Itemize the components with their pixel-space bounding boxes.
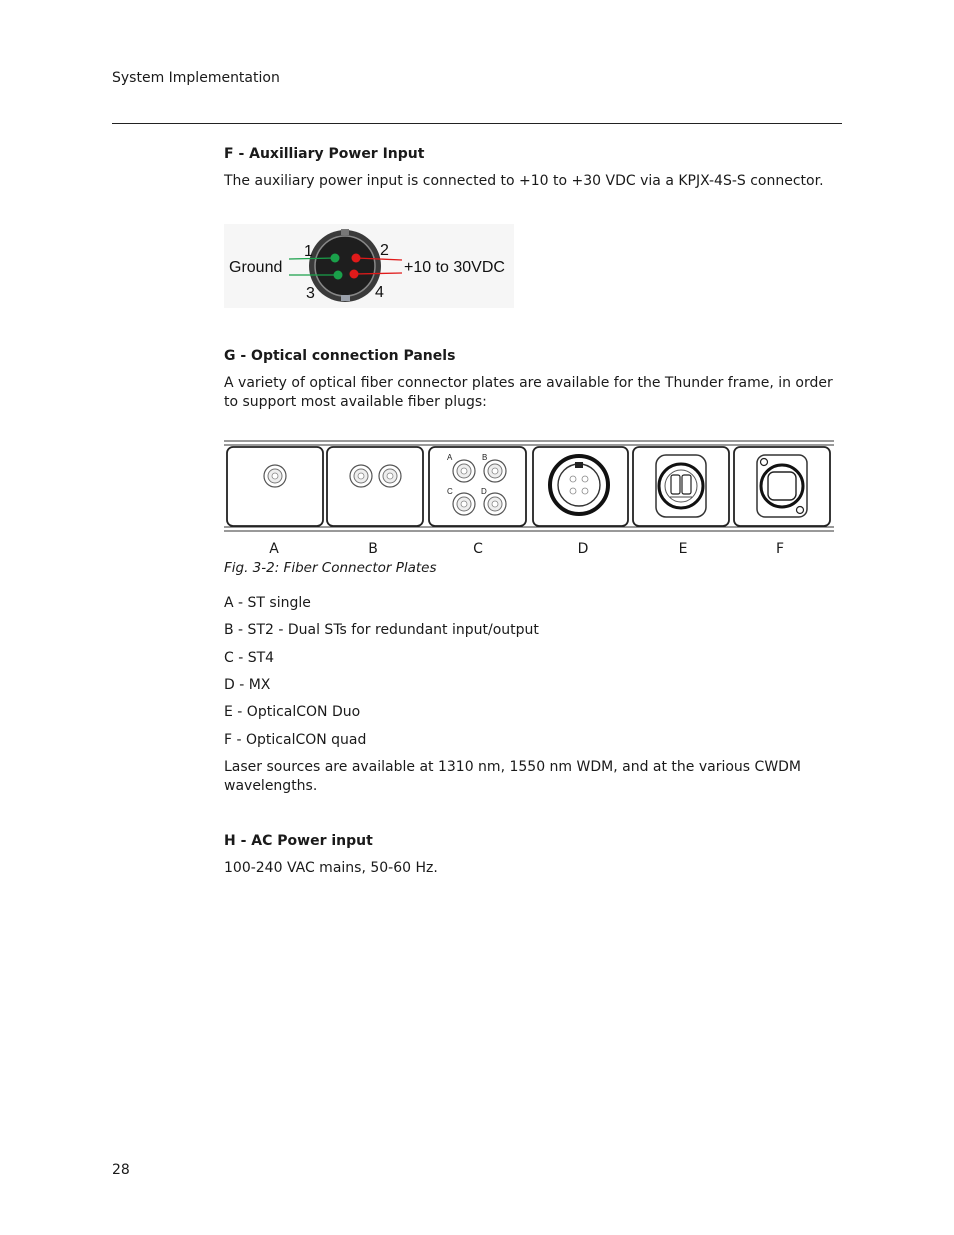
plate-label-f: F [775, 541, 785, 557]
list-item: A - ST single [224, 595, 311, 611]
plate-c-port-a-label: A [447, 453, 453, 462]
list-item: F - OpticalCON quad [224, 732, 367, 748]
list-item: C - ST4 [224, 650, 275, 666]
fiber-plates-figure [224, 438, 836, 534]
page-number: 28 [112, 1162, 130, 1178]
plate-c [429, 447, 526, 526]
plate-label-e: E [678, 541, 688, 557]
header-rule [112, 123, 842, 124]
pin-3-label: 3 [306, 285, 315, 302]
laser-sources-text: Laser sources are available at 1310 nm, 1550 nm WDM, and at the various CWDM wavelengths. [224, 759, 802, 794]
plate-f [734, 447, 830, 526]
power-connector-diagram [224, 224, 514, 308]
connector-key-top [341, 229, 349, 235]
section-f-body: The auxiliary power input is connected to +10 to +30 VDC via a KPJX-4S-S connector. [224, 173, 824, 189]
plate-label-c: C [473, 541, 483, 557]
plate-label-b: B [368, 541, 378, 557]
plate-label-a: A [269, 541, 279, 557]
section-h-heading: H - AC Power input [224, 833, 373, 849]
pin-2-label: 2 [380, 242, 389, 259]
list-item: B - ST2 - Dual STs for redundant input/output [224, 622, 539, 638]
connector-key-bottom [341, 295, 350, 301]
plate-b [327, 447, 423, 526]
plate-c-port-c-label: C [447, 487, 453, 496]
section-f-heading: F - Auxilliary Power Input [224, 146, 425, 162]
ground-label: Ground [229, 259, 283, 276]
pin-4-label: 4 [375, 284, 384, 301]
pin-1-label: 1 [304, 243, 313, 260]
section-g-body: A variety of optical fiber connector plates are available for the Thunder frame, in order to support most available fiber plugs: [224, 375, 833, 410]
plate-d [533, 447, 628, 526]
plate-c-port-d-label: D [481, 487, 487, 496]
plate-a [227, 447, 323, 526]
section-g-heading: G - Optical connection Panels [224, 348, 456, 364]
voltage-label: +10 to 30VDC [404, 259, 505, 276]
list-item: E - OpticalCON Duo [224, 704, 361, 720]
list-item: D - MX [224, 677, 271, 693]
running-head: System Implementation [112, 70, 280, 86]
plate-label-d: D [577, 541, 589, 557]
plate-c-port-b-label: B [482, 453, 488, 462]
figure-caption: Fig. 3-2: Fiber Connector Plates [224, 560, 437, 576]
section-h-body: 100-240 VAC mains, 50-60 Hz. [224, 860, 438, 876]
connector-face [315, 236, 375, 296]
plate-e [633, 447, 729, 526]
